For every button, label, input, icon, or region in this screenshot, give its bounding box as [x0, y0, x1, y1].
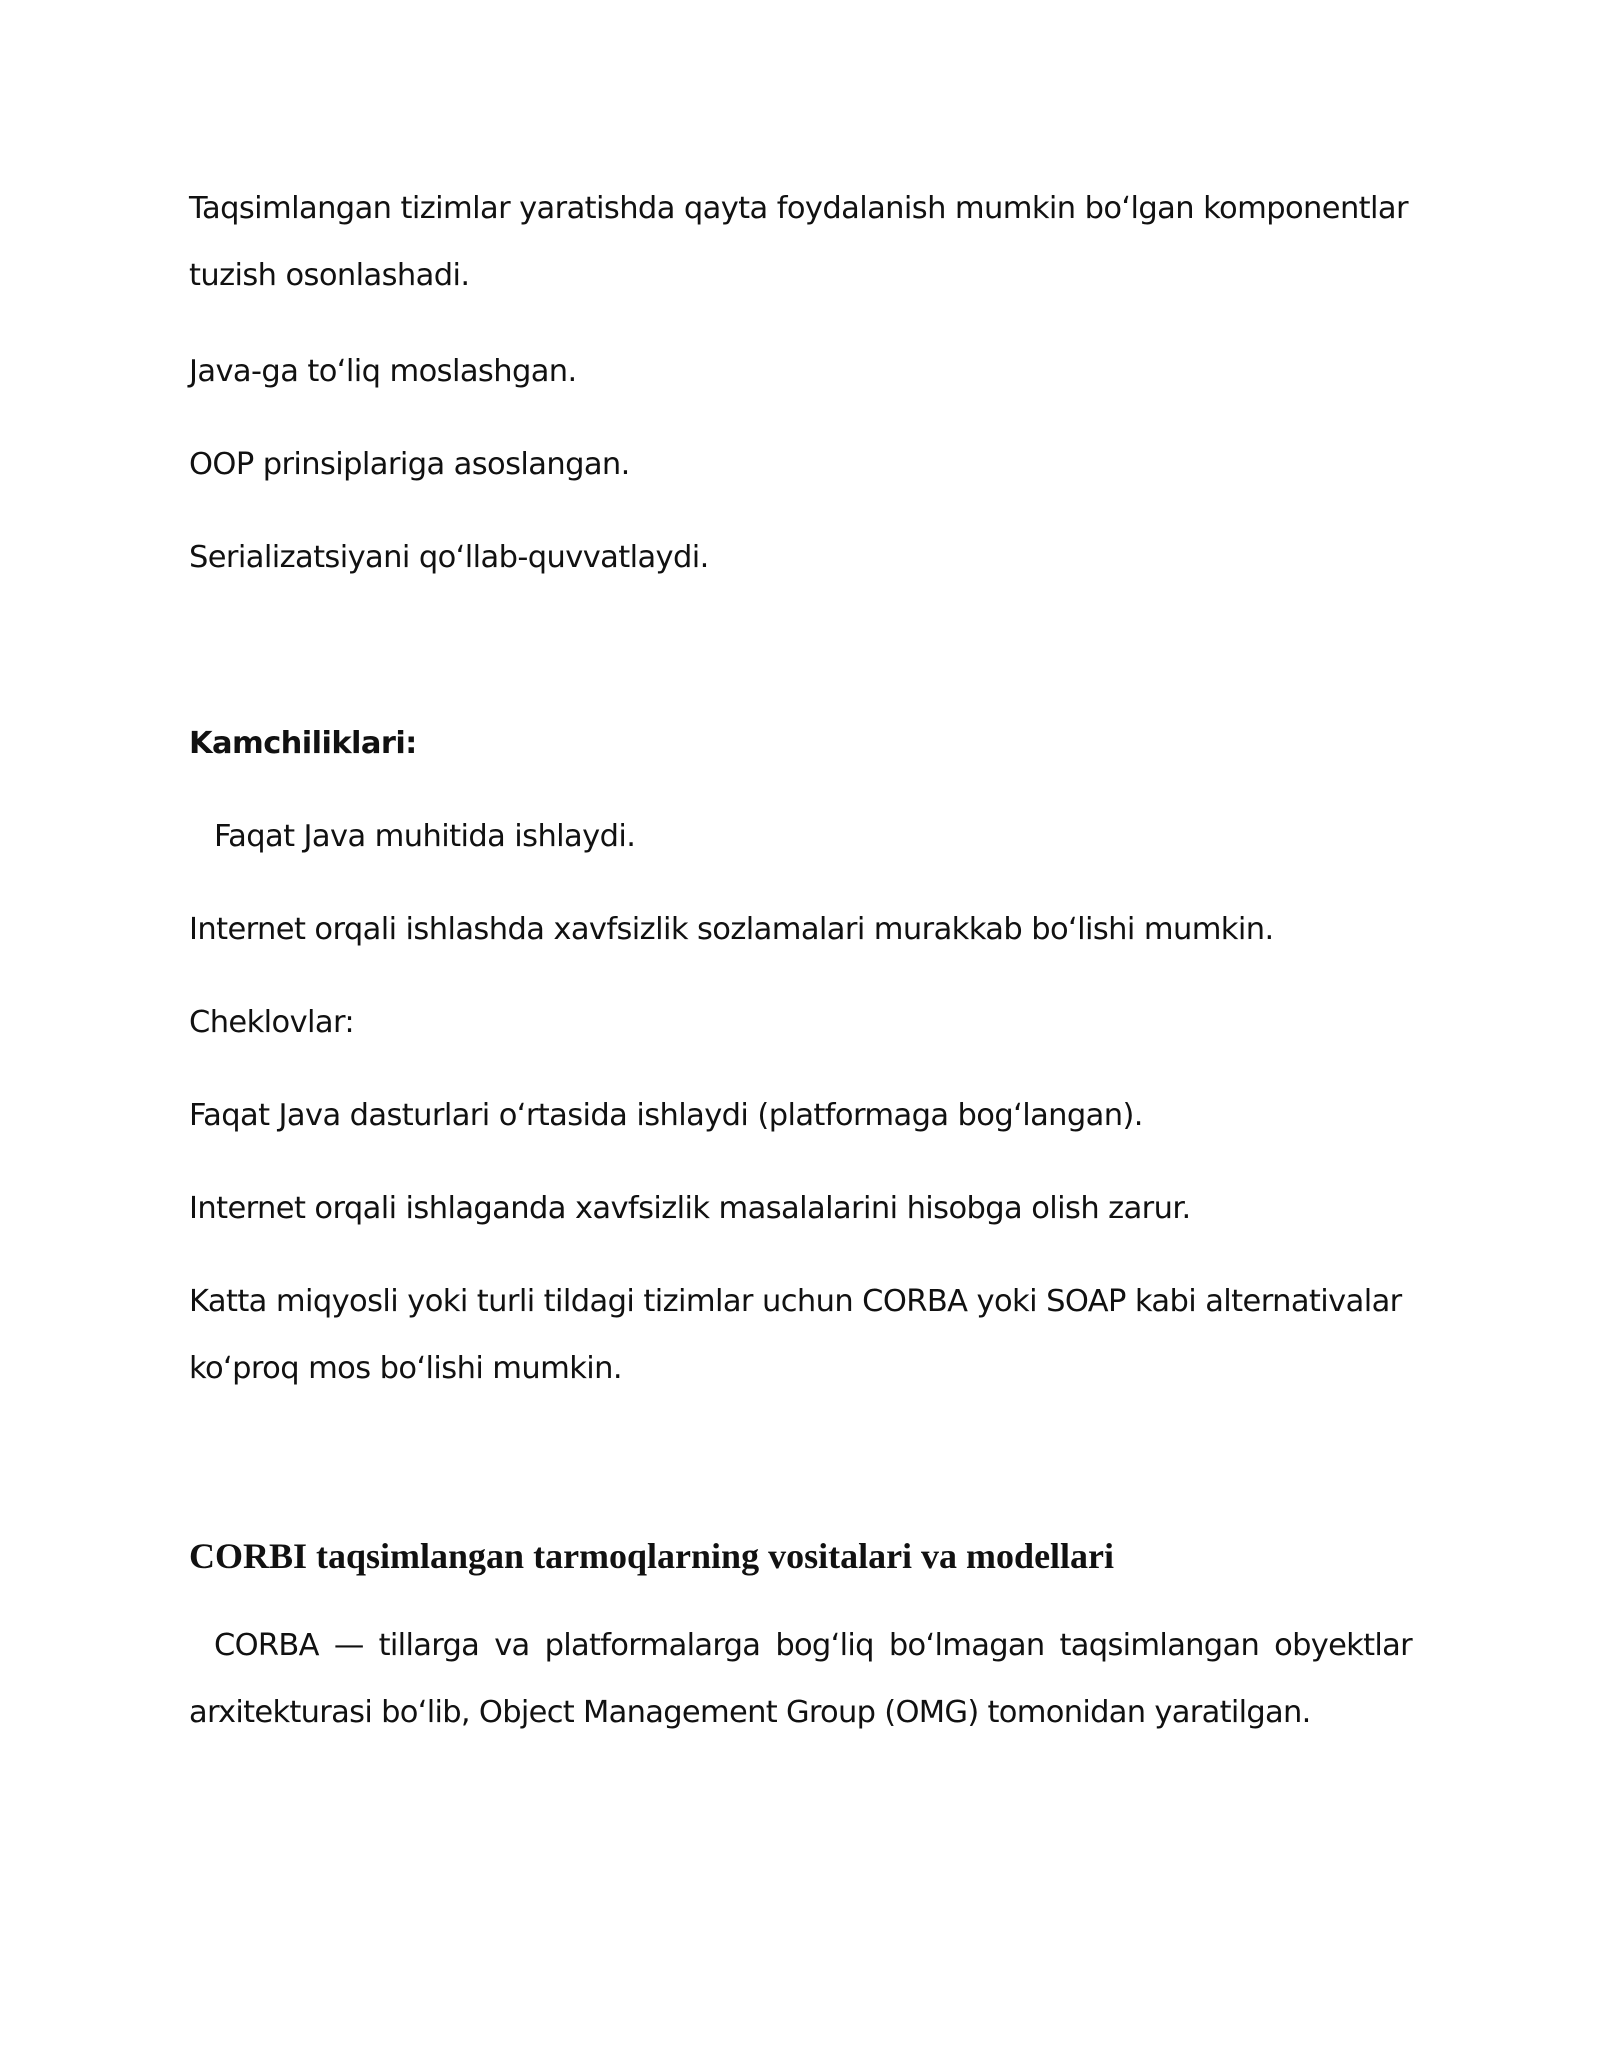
list-item-text: Faqat Java dasturlari oʻrtasida ishlaydi (platformaga bogʻlangan).	[189, 1098, 1143, 1133]
cheklov-item-3	[189, 1268, 1412, 1402]
list-item-text: Katta miqyosli yoki turli tildagi tizimlar uchun CORBA yoki SOAP kabi alternativalar koʻproq mos boʻlishi mumkin.	[189, 1284, 1402, 1386]
list-item-text: Internet orqali ishlashda xavfsizlik sozlamalari murakkab boʻlishi mumkin.	[189, 912, 1274, 947]
section-label: Kamchiliklari:	[189, 726, 417, 761]
paragraph-text: Java-ga toʻliq moslashgan.	[189, 354, 577, 389]
kamchilik-item-2	[189, 896, 1412, 963]
list-item-text: Internet orqali ishlaganda xavfsizlik masalalarini hisobga olish zarur.	[189, 1191, 1191, 1226]
corba-section-heading	[189, 1523, 1412, 1590]
section-label: Cheklovlar:	[189, 1005, 355, 1040]
cheklov-item-2	[189, 1175, 1412, 1242]
paragraph-serialization	[189, 524, 1412, 591]
kamchilik-item-1	[189, 803, 1412, 870]
paragraph-java-compatible	[189, 338, 1412, 405]
cheklovlar-label	[189, 989, 1412, 1056]
paragraph-body: CORBA — tillarga va platformalarga bogʻliq boʻlmagan taqsimlangan obyektlar arxitekturasi boʻlib, Object Management Group (OMG) tomonidan yaratilgan.	[189, 1628, 1412, 1730]
corba-paragraph	[189, 1612, 1412, 1746]
cheklov-item-1	[189, 1082, 1412, 1149]
paragraph-oop-based	[189, 431, 1412, 498]
paragraph-reusable-components	[189, 175, 1412, 309]
kamchiliklar-heading	[189, 710, 1412, 777]
paragraph-text: Taqsimlangan tizimlar yaratishda qayta foydalanish mumkin boʻlgan komponentlar tuzish osonlashadi.	[189, 191, 1408, 293]
paragraph-text: OOP prinsiplariga asoslangan.	[189, 447, 630, 482]
paragraph-text: Serializatsiyani qoʻllab-quvvatlaydi.	[189, 540, 709, 575]
section-heading: CORBI taqsimlangan tarmoqlarning vositalari va modellari	[189, 1536, 1115, 1576]
paragraph-text	[189, 1612, 1412, 1746]
list-item-text: Faqat Java muhitida ishlaydi.	[214, 819, 636, 854]
